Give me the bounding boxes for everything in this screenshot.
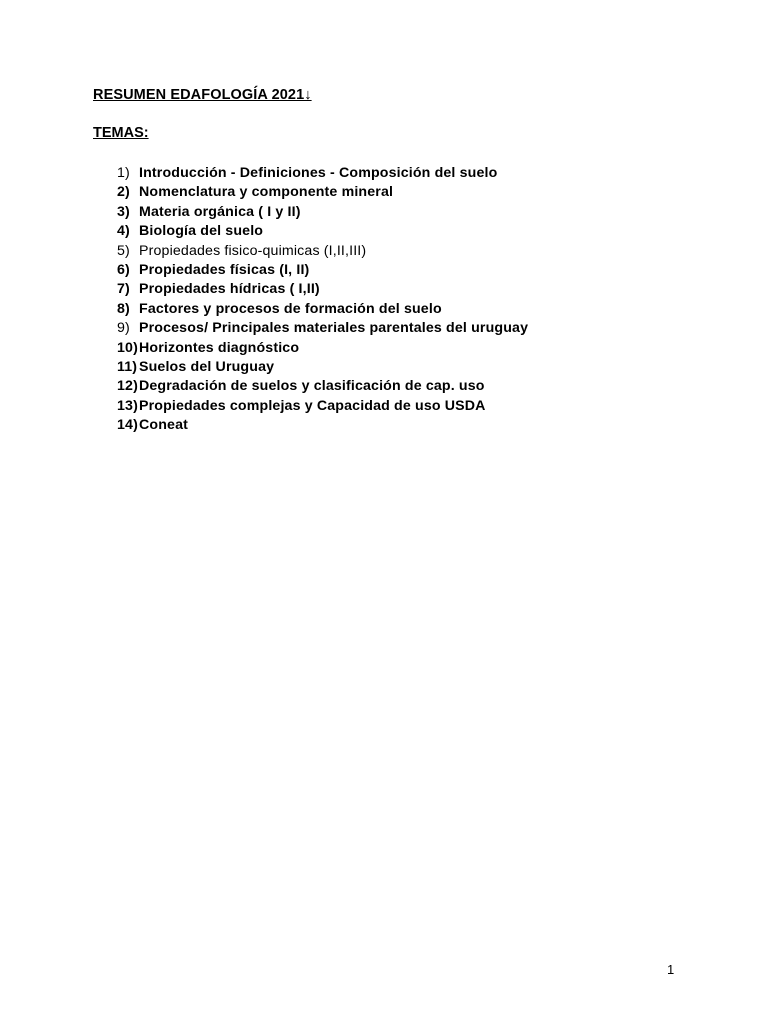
list-item: [108, 377, 528, 396]
topic-number: 8): [117, 300, 130, 317]
topic-label: Horizontes diagnóstico: [139, 339, 300, 356]
topic-number: 3): [117, 203, 130, 220]
document-title: RESUMEN EDAFOLOGÍA 2021↓: [93, 87, 312, 103]
topic-label: Procesos/ Principales materiales parentales del uruguay: [139, 320, 529, 337]
topic-number: 1): [117, 165, 130, 181]
list-item: [108, 164, 528, 183]
topic-number: 7): [117, 281, 130, 298]
list-item: [108, 416, 528, 435]
list-item: [108, 280, 528, 299]
list-item: [108, 242, 528, 261]
topic-number: 13): [117, 397, 138, 414]
topic-number: 6): [117, 261, 130, 278]
topic-label: Coneat: [139, 417, 188, 434]
topic-number: 14): [117, 417, 138, 434]
topic-label: Degradación de suelos y clasificación de cap. uso: [139, 378, 485, 395]
list-item: [108, 203, 528, 222]
list-item: [108, 339, 528, 358]
topic-label: Biología del suelo: [139, 223, 264, 240]
topic-label: Propiedades hídricas ( I,II): [139, 281, 320, 298]
list-item: [108, 358, 528, 377]
topic-label: Materia orgánica ( I y II): [139, 203, 301, 220]
topic-number: 2): [117, 184, 130, 201]
topic-list: [108, 164, 528, 435]
list-item: [108, 300, 528, 319]
page-number: 1: [667, 962, 675, 977]
topic-label: Nomenclatura y componente mineral: [139, 184, 394, 201]
topic-number: 12): [117, 378, 138, 395]
list-item: [108, 261, 528, 280]
topic-number: 11): [117, 358, 138, 375]
topic-label: Suelos del Uruguay: [139, 358, 275, 375]
list-item: [108, 319, 528, 338]
topic-label: Propiedades fisico-quimicas (I,II,III): [139, 242, 367, 259]
topics-heading: TEMAS:: [93, 125, 149, 141]
topic-label: Factores y procesos de formación del suelo: [139, 300, 442, 317]
topic-number: 10): [117, 339, 138, 356]
topic-number: 5): [117, 242, 130, 259]
topic-number: 4): [117, 223, 130, 240]
list-item: [108, 222, 528, 241]
topic-label: Propiedades complejas y Capacidad de uso USDA: [139, 397, 486, 414]
topic-label: Propiedades físicas (I, II): [139, 261, 310, 278]
topic-label: Introducción - Definiciones - Composición del suelo: [139, 165, 498, 181]
topic-number: 9): [117, 320, 130, 337]
list-item: [108, 183, 528, 202]
list-item: [108, 397, 528, 416]
